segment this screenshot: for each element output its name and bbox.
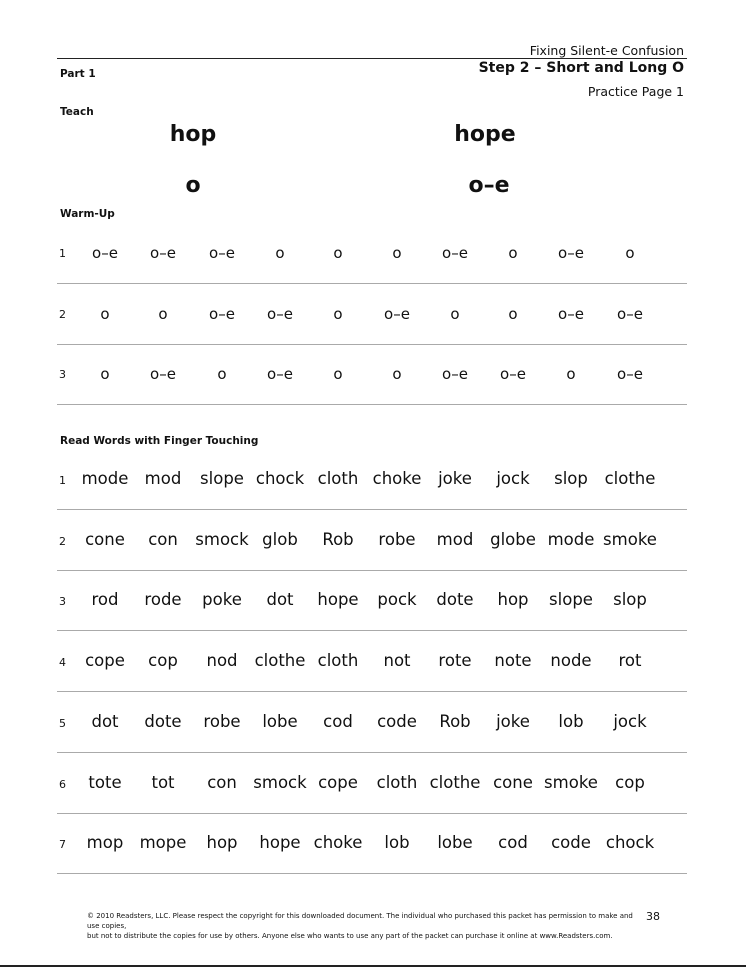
practice-item: not	[383, 651, 411, 671]
practice-item: lob	[384, 833, 410, 853]
practice-item: code	[551, 833, 591, 853]
practice-item: cop	[615, 772, 645, 792]
practice-row	[57, 693, 687, 753]
practice-item: mop	[86, 833, 124, 853]
practice-item: o	[508, 304, 518, 323]
practice-item: node	[550, 651, 592, 671]
practice-item: rode	[144, 590, 182, 610]
practice-row	[57, 450, 687, 510]
practice-item: cloth	[317, 651, 359, 671]
practice-item: smock	[195, 529, 249, 549]
practice-item: cod	[323, 711, 353, 731]
practice-row	[57, 511, 687, 571]
copyright-notice	[87, 911, 647, 941]
practice-item: o	[566, 365, 576, 384]
page-number: 38	[646, 910, 660, 923]
practice-item: globe	[490, 529, 536, 549]
practice-item: slope	[549, 590, 593, 610]
practice-item: lob	[558, 711, 584, 731]
practice-item: con	[207, 772, 237, 792]
practice-item: code	[377, 711, 417, 731]
practice-item: rod	[91, 590, 119, 610]
row-number: 7	[59, 838, 66, 852]
copyright-line-2: but not to distribute the copies for use by others. Anyone else who wants to use any part of the packet can purchase it online at www.Readsters.com.	[87, 932, 613, 940]
practice-item: o	[100, 365, 110, 384]
practice-item: hope	[317, 590, 359, 610]
practice-item: dote	[436, 590, 474, 610]
practice-item: rot	[618, 651, 642, 671]
practice-item: tot	[151, 772, 175, 792]
practice-item: clothe	[429, 772, 481, 792]
row-divider	[57, 873, 687, 874]
practice-row	[57, 224, 687, 284]
practice-item: clothe	[604, 469, 656, 488]
practice-item: o–e	[267, 365, 293, 384]
practice-item: chock	[255, 469, 305, 488]
header-divider	[57, 58, 687, 59]
practice-item: o	[392, 365, 402, 384]
teach-pattern-long: o–e	[468, 173, 510, 198]
row-number: 1	[59, 474, 66, 487]
practice-item: cone	[493, 772, 533, 792]
teach-pattern-short: o	[185, 173, 201, 198]
practice-item: mope	[139, 833, 187, 853]
practice-item: clothe	[254, 651, 306, 671]
practice-item: choke	[372, 469, 422, 488]
practice-item: poke	[202, 590, 242, 610]
practice-item: Rob	[322, 529, 354, 549]
row-number: 6	[59, 777, 66, 791]
practice-item: choke	[313, 833, 363, 853]
practice-item: mode	[81, 469, 129, 488]
practice-item: smoke	[544, 772, 598, 792]
practice-item: o–e	[92, 244, 118, 262]
read-words-label: Read Words with Finger Touching	[60, 435, 259, 447]
practice-item: cope	[318, 772, 358, 792]
practice-item: dote	[144, 711, 182, 731]
practice-item: robe	[378, 529, 416, 549]
practice-item: o	[450, 304, 460, 323]
practice-item: o–e	[150, 244, 176, 262]
practice-item: cod	[498, 833, 528, 853]
row-divider	[57, 404, 687, 405]
practice-item: o–e	[617, 304, 643, 323]
practice-item: o–e	[384, 304, 410, 323]
practice-row	[57, 754, 687, 814]
practice-item: cop	[148, 651, 178, 671]
practice-item: o–e	[267, 304, 293, 323]
practice-item: mod	[436, 529, 474, 549]
practice-item: joke	[496, 711, 530, 731]
practice-item: Rob	[439, 711, 471, 731]
practice-item: o	[333, 244, 343, 262]
practice-item: cloth	[317, 469, 359, 488]
practice-item: o	[158, 304, 168, 323]
practice-item: o	[333, 304, 343, 323]
practice-item: o	[508, 244, 518, 262]
row-number: 5	[59, 716, 66, 730]
practice-item: mode	[547, 529, 595, 549]
practice-item: note	[494, 651, 532, 671]
practice-item: jock	[613, 711, 647, 731]
practice-item: hop	[206, 833, 238, 853]
practice-item: o–e	[558, 244, 584, 262]
practice-item: chock	[605, 833, 655, 853]
row-number: 3	[59, 368, 66, 382]
practice-row	[57, 345, 687, 405]
practice-item: pock	[377, 590, 417, 610]
practice-item: lobe	[437, 833, 473, 853]
practice-item: o–e	[209, 244, 235, 262]
page-bottom-border	[0, 965, 746, 967]
practice-item: lobe	[262, 711, 298, 731]
practice-item: tote	[88, 772, 122, 792]
practice-item: rote	[438, 651, 472, 671]
series-title: Fixing Silent-e Confusion	[529, 43, 684, 58]
row-number: 2	[59, 307, 66, 321]
practice-item: o–e	[209, 304, 235, 323]
practice-row	[57, 285, 687, 345]
practice-row	[57, 814, 687, 874]
practice-item: hope	[259, 833, 301, 853]
step-title: Step 2 – Short and Long O	[478, 60, 684, 76]
warm-up-label: Warm-Up	[60, 208, 115, 220]
practice-item: o	[392, 244, 402, 262]
practice-item: joke	[438, 469, 472, 488]
row-number: 1	[59, 247, 66, 260]
practice-item: glob	[262, 529, 298, 549]
practice-item: o–e	[500, 365, 526, 384]
practice-item: o–e	[442, 244, 468, 262]
row-number: 3	[59, 595, 66, 609]
practice-item: o	[100, 304, 110, 323]
copyright-line-1: © 2010 Readsters, LLC. Please respect the copyright for this downloaded document. The individual who purchased this packet has permission to make and use copies,	[87, 912, 633, 930]
practice-item: slope	[200, 469, 244, 488]
practice-item: cope	[85, 651, 125, 671]
practice-item: o–e	[558, 304, 584, 323]
practice-item: robe	[203, 711, 241, 731]
practice-item: nod	[206, 651, 238, 671]
practice-page-label: Practice Page 1	[587, 84, 684, 99]
practice-item: hop	[497, 590, 529, 610]
practice-item: smoke	[603, 529, 657, 549]
practice-item: con	[148, 529, 178, 549]
practice-item: o–e	[617, 365, 643, 384]
row-number: 4	[59, 656, 66, 670]
teach-word-long: hope	[454, 122, 516, 147]
practice-item: dot	[266, 590, 294, 610]
practice-item: slop	[613, 590, 647, 610]
row-number: 2	[59, 534, 66, 548]
part-label: Part 1	[60, 68, 96, 80]
teach-label: Teach	[60, 106, 94, 118]
practice-item: smock	[253, 772, 307, 792]
teach-word-short: hop	[169, 122, 217, 147]
practice-item: o–e	[442, 365, 468, 384]
practice-row	[57, 632, 687, 692]
practice-item: slop	[554, 469, 588, 488]
practice-row	[57, 571, 687, 631]
practice-item: o	[275, 244, 285, 262]
practice-item: o	[217, 365, 227, 384]
practice-item: o	[625, 244, 635, 262]
practice-item: o–e	[150, 365, 176, 384]
practice-item: cloth	[376, 772, 418, 792]
practice-item: cone	[85, 529, 125, 549]
practice-item: mod	[144, 469, 182, 488]
practice-item: dot	[91, 711, 119, 731]
practice-item: o	[333, 365, 343, 384]
practice-item: jock	[496, 469, 530, 488]
